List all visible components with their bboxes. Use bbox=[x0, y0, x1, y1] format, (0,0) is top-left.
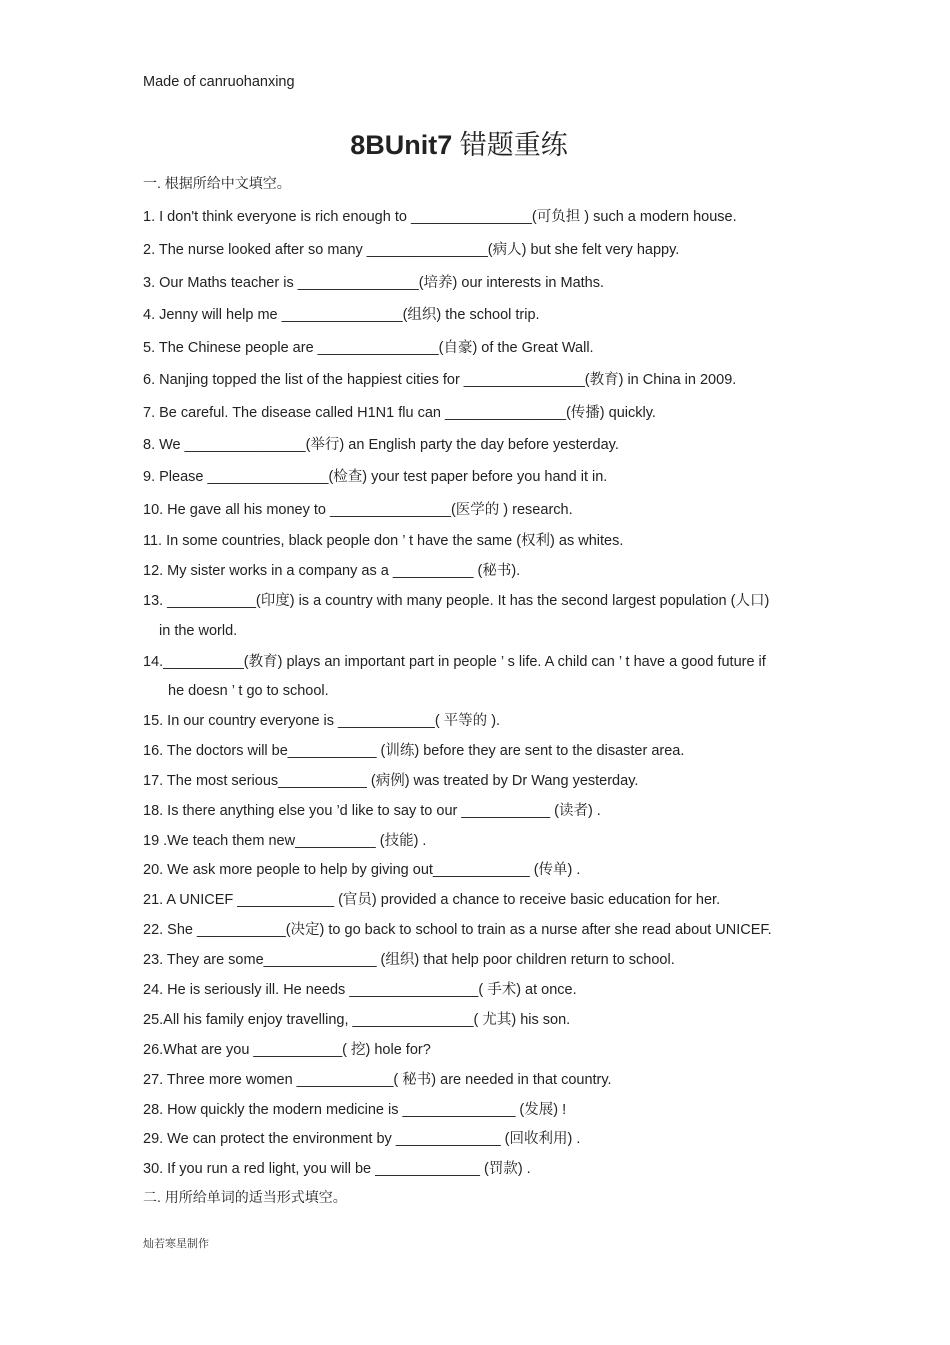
question-16: 16. The doctors will be___________ (训练) before they are sent to the disaster area. bbox=[143, 743, 685, 759]
question-5: 5. The Chinese people are _______________(自豪) of the Great Wall. bbox=[143, 340, 594, 356]
question-15: 15. In our country everyone is ____________( 平等的 ). bbox=[143, 713, 501, 729]
question-1: 1. I don't think everyone is rich enough to _______________(可负担 ) such a modern house. bbox=[143, 209, 737, 225]
section-2-heading: 二. 用所给单词的适当形式填空。 bbox=[143, 1189, 347, 1205]
question-14: 14.__________(教育) plays an important part in people ’ s life. A child can ’ t have a good future if bbox=[143, 654, 766, 670]
title-chinese: 错题重练 bbox=[459, 130, 568, 160]
question-11: 11. In some countries, black people don ’ t have the same (权利) as whites. bbox=[143, 533, 624, 549]
question-14-continuation: he doesn ’ t go to school. bbox=[168, 683, 329, 699]
question-21: 21. A UNICEF ____________ (官员) provided a chance to receive basic education for her. bbox=[143, 892, 721, 908]
title-main: 8BUnit7 bbox=[350, 130, 453, 160]
question-13: 13. ___________(印度) is a country with many people. It has the second largest population (人口) bbox=[143, 593, 770, 609]
question-27: 27. Three more women ____________( 秘书) are needed in that country. bbox=[143, 1072, 612, 1088]
question-8: 8. We _______________(举行) an English party the day before yesterday. bbox=[143, 437, 619, 453]
page-title bbox=[0, 128, 918, 162]
question-26: 26.What are you ___________( 挖) hole for? bbox=[143, 1042, 431, 1058]
question-25: 25.All his family enjoy travelling, _______________( 尤其) his son. bbox=[143, 1012, 571, 1028]
question-30: 30. If you run a red light, you will be _____________ (罚款) . bbox=[143, 1161, 531, 1177]
question-6: 6. Nanjing topped the list of the happiest cities for _______________(教育) in China in 2009. bbox=[143, 372, 737, 388]
question-19: 19 .We teach them new__________ (技能) . bbox=[143, 833, 427, 849]
question-29: 29. We can protect the environment by _____________ (回收利用) . bbox=[143, 1131, 581, 1147]
question-7: 7. Be careful. The disease called H1N1 flu can _______________(传播) quickly. bbox=[143, 405, 656, 421]
question-2: 2. The nurse looked after so many _______________(病人) but she felt very happy. bbox=[143, 242, 680, 258]
question-17: 17. The most serious___________ (病例) was treated by Dr Wang yesterday. bbox=[143, 773, 639, 789]
question-9: 9. Please _______________(检查) your test paper before you hand it in. bbox=[143, 469, 608, 485]
section-1-heading: 一. 根据所给中文填空。 bbox=[143, 175, 291, 191]
question-24: 24. He is seriously ill. He needs ________________( 手术) at once. bbox=[143, 982, 577, 998]
question-22: 22. She ___________(决定) to go back to school to train as a nurse after she read about UNICEF. bbox=[143, 922, 772, 938]
page-header: Made of canruohanxing bbox=[143, 74, 295, 90]
question-13-continuation: in the world. bbox=[159, 623, 238, 639]
question-20: 20. We ask more people to help by giving out____________ (传单) . bbox=[143, 862, 581, 878]
question-3: 3. Our Maths teacher is _______________(培养) our interests in Maths. bbox=[143, 275, 605, 291]
question-18: 18. Is there anything else you ’d like to say to our ___________ (读者) . bbox=[143, 803, 601, 819]
page-footer: 灿若寒星制作 bbox=[143, 1237, 209, 1250]
question-10: 10. He gave all his money to _______________(医学的 ) research. bbox=[143, 502, 573, 518]
question-4: 4. Jenny will help me _______________(组织) the school trip. bbox=[143, 307, 540, 323]
question-23: 23. They are some______________ (组织) that help poor children return to school. bbox=[143, 952, 675, 968]
question-12: 12. My sister works in a company as a __________ (秘书). bbox=[143, 563, 521, 579]
question-28: 28. How quickly the modern medicine is ______________ (发展) ! bbox=[143, 1102, 567, 1118]
